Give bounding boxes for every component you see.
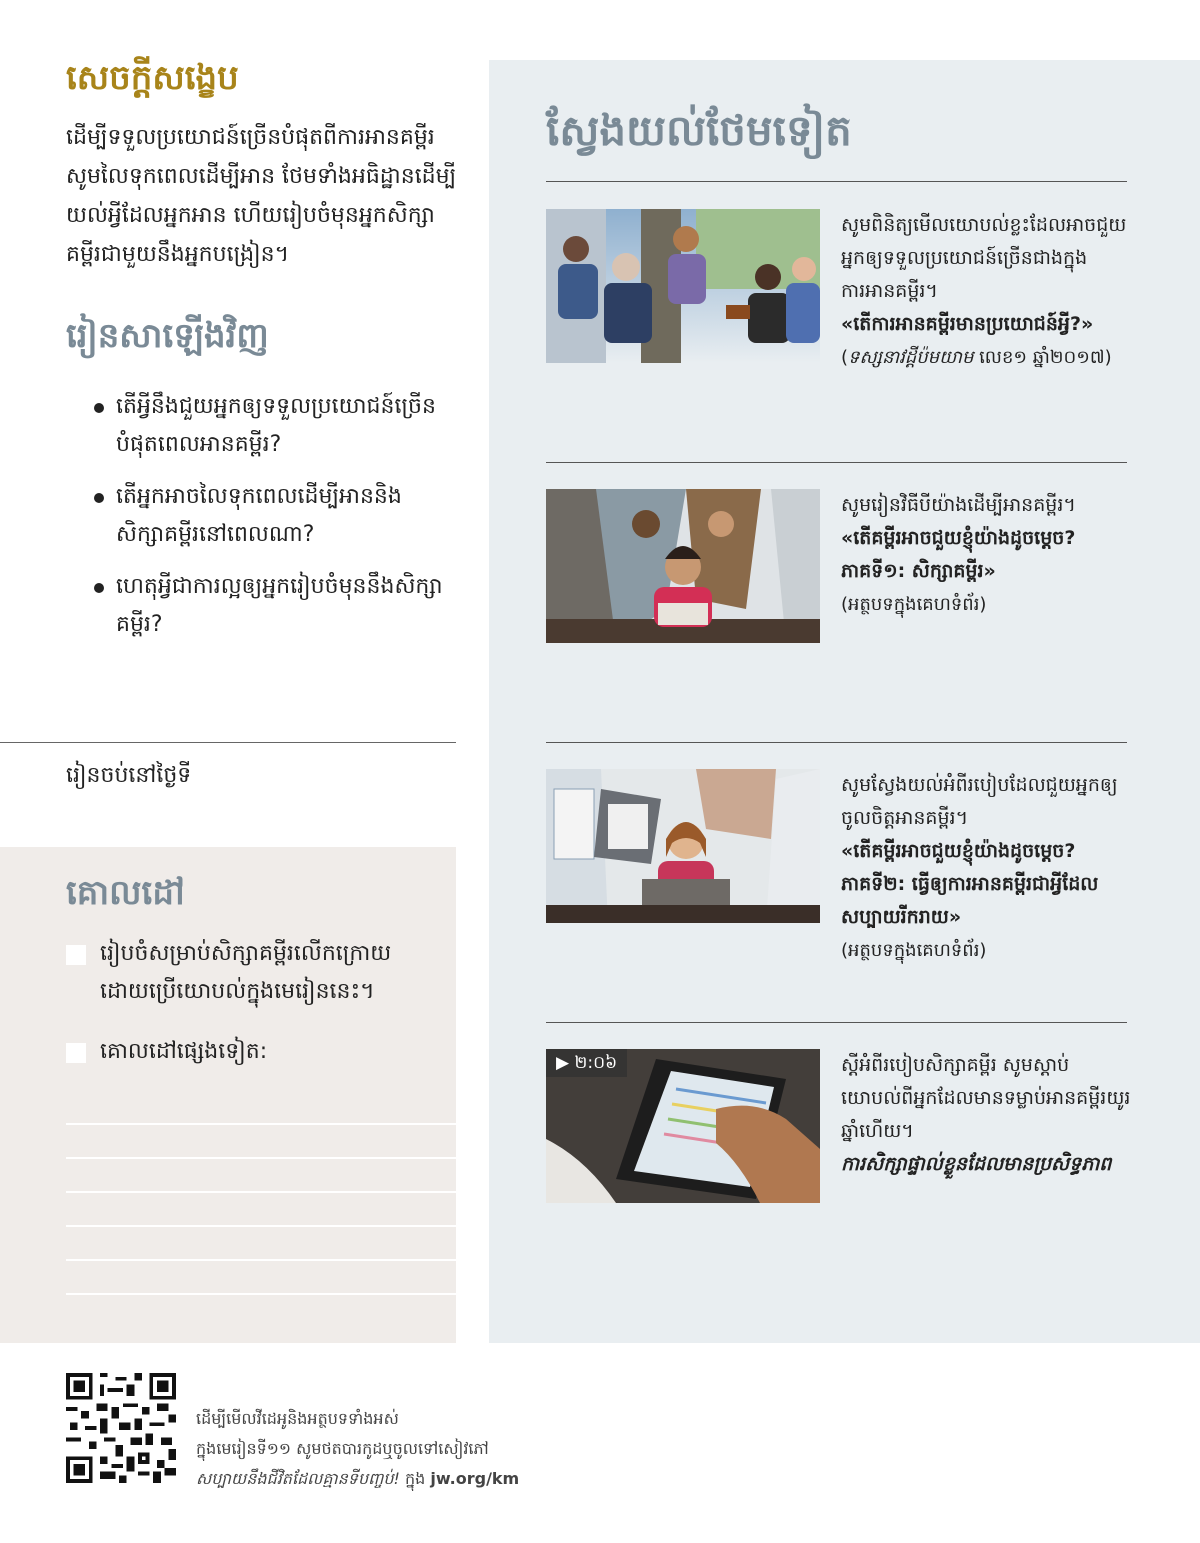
- review-heading: រៀនសាឡើងវិញ: [66, 316, 269, 356]
- resource-description: [841, 769, 1131, 967]
- review-section: [66, 308, 446, 658]
- checkbox-icon[interactable]: [66, 945, 86, 965]
- resource-description: [841, 489, 1131, 621]
- resource-intro: សូមពិនិត្យមើលយោបល់ខ្លះដែលអាចជួយអ្នកឲ្យទទួលប្រយោជន៍ច្រើនជាងក្នុងការអានគម្ពីរ។: [841, 214, 1127, 302]
- goal-checkbox-item[interactable]: គោលដៅផ្សេងទៀត:: [66, 1033, 426, 1071]
- resource-title-link[interactable]: «តើគម្ពីរអាចជួយខ្ញុំយ៉ាងដូចម្ដេច? ភាគទី១: សិក្សាគម្ពីរ»: [841, 527, 1076, 582]
- bullet-icon: [94, 493, 104, 503]
- divider: [546, 181, 1127, 182]
- review-question: តើអ្វីនឹងជួយអ្នកឲ្យទទួលប្រយោជន៍ច្រើនបំផុតពេលអានគម្ពីរ?: [66, 388, 446, 464]
- resource-title-link[interactable]: «តើគម្ពីរអាចជួយខ្ញុំយ៉ាងដូចម្ដេច? ភាគទី២: ធ្វើឲ្យការអានគម្ពីរជាអ្វីដែលសប្បាយរីករាយ»: [841, 840, 1099, 928]
- summary-heading: សេចក្ដីសង្ខេប: [66, 58, 239, 98]
- goal-checkbox-item[interactable]: រៀបចំសម្រាប់សិក្សាគម្ពីរលើកក្រោយ ដោយប្រើយោបល់ក្នុងមេរៀននេះ។: [66, 935, 426, 1011]
- review-question-list: [66, 388, 446, 644]
- goal-writing-lines[interactable]: [66, 1091, 456, 1295]
- bullet-icon: [94, 403, 104, 413]
- video-duration-badge[interactable]: ▶ ២:០៦: [546, 1049, 627, 1077]
- resource-title-link[interactable]: «តើការអានគម្ពីរមានប្រយោជន៍អ្វី?»: [841, 313, 1094, 335]
- review-question: ហេតុអ្វីជាការល្អឲ្យអ្នករៀបចំមុននឹងសិក្សាគម្ពីរ?: [66, 568, 446, 644]
- resource-description: [841, 209, 1131, 374]
- people-reading-bible-photo[interactable]: [546, 209, 820, 363]
- completion-date-label: រៀនចប់នៅថ្ងៃទី: [66, 763, 192, 788]
- explore-section: [489, 60, 1200, 1343]
- divider: [546, 742, 1127, 743]
- girl-reading-bible-photo[interactable]: [546, 769, 820, 923]
- divider: [546, 1022, 1127, 1023]
- divider: [0, 742, 456, 743]
- footer-note: ដើម្បីមើលវីដេអូនិងអត្ថបទទាំងអស់ ក្នុងមេរៀនទី១១ សូមថតបារកូដឬចូលទៅសៀវភៅ សប្បាយនឹងជីវិតដែលគ្មានទីបញ្ចប់! ក្នុង jw.org/km: [196, 1409, 520, 1488]
- tablet-study-video-thumbnail[interactable]: [546, 1049, 820, 1203]
- resource-intro: ស្ដីអំពីរបៀបសិក្សាគម្ពីរ សូមស្ដាប់យោបល់ពីអ្នកដែលមានទម្លាប់អានគម្ពីរយូរឆ្នាំហើយ។: [841, 1054, 1131, 1142]
- website-link[interactable]: jw.org/km: [430, 1469, 520, 1488]
- summary-body: ដើម្បីទទួលប្រយោជន៍ច្រើនបំផុតពីការអានគម្ពីរ សូមលៃទុកពេលដើម្បីអាន ថែមទាំងអធិដ្ឋានដើម្បីយល់អ្វីដែលអ្នកអាន ហើយរៀបចំមុនអ្នកសិក្សាគម្ពីរជាមួយនឹងអ្នកបង្រៀន។: [66, 125, 457, 267]
- divider: [546, 462, 1127, 463]
- resource-intro: សូមស្វែងយល់អំពីរបៀបដែលជួយអ្នកឲ្យចូលចិត្តអានគម្ពីរ។: [841, 774, 1118, 829]
- summary-section: [66, 52, 466, 274]
- bullet-icon: [94, 583, 104, 593]
- goals-section: [0, 847, 456, 1343]
- review-question: តើអ្នកអាចលៃទុកពេលដើម្បីអាននិងសិក្សាគម្ពីរនៅពេលណា?: [66, 478, 446, 554]
- resource-intro: សូមរៀនវិធីបីយ៉ាងដើម្បីអានគម្ពីរ។: [841, 494, 1076, 516]
- resource-source: (អត្ថបទក្នុងគេហទំព័រ): [841, 594, 987, 615]
- resource-source: (ទស្សនាវដ្ដីប៉មយាម លេខ១ ឆ្នាំ២០១៧): [841, 347, 1112, 368]
- resource-description: [841, 1049, 1131, 1181]
- book-title: សប្បាយនឹងជីវិតដែលគ្មានទីបញ្ចប់!: [196, 1469, 400, 1488]
- boy-reading-bible-photo[interactable]: [546, 489, 820, 643]
- checkbox-icon[interactable]: [66, 1043, 86, 1063]
- goals-heading: គោលដៅ: [66, 873, 185, 913]
- qr-code[interactable]: [66, 1373, 176, 1483]
- resource-title-link[interactable]: ការសិក្សាផ្ទាល់ខ្លួនដែលមានប្រសិទ្ធភាព: [841, 1153, 1112, 1175]
- explore-heading: ស្វែងយល់ថែមទៀត: [546, 106, 852, 155]
- resource-source: (អត្ថបទក្នុងគេហទំព័រ): [841, 940, 987, 961]
